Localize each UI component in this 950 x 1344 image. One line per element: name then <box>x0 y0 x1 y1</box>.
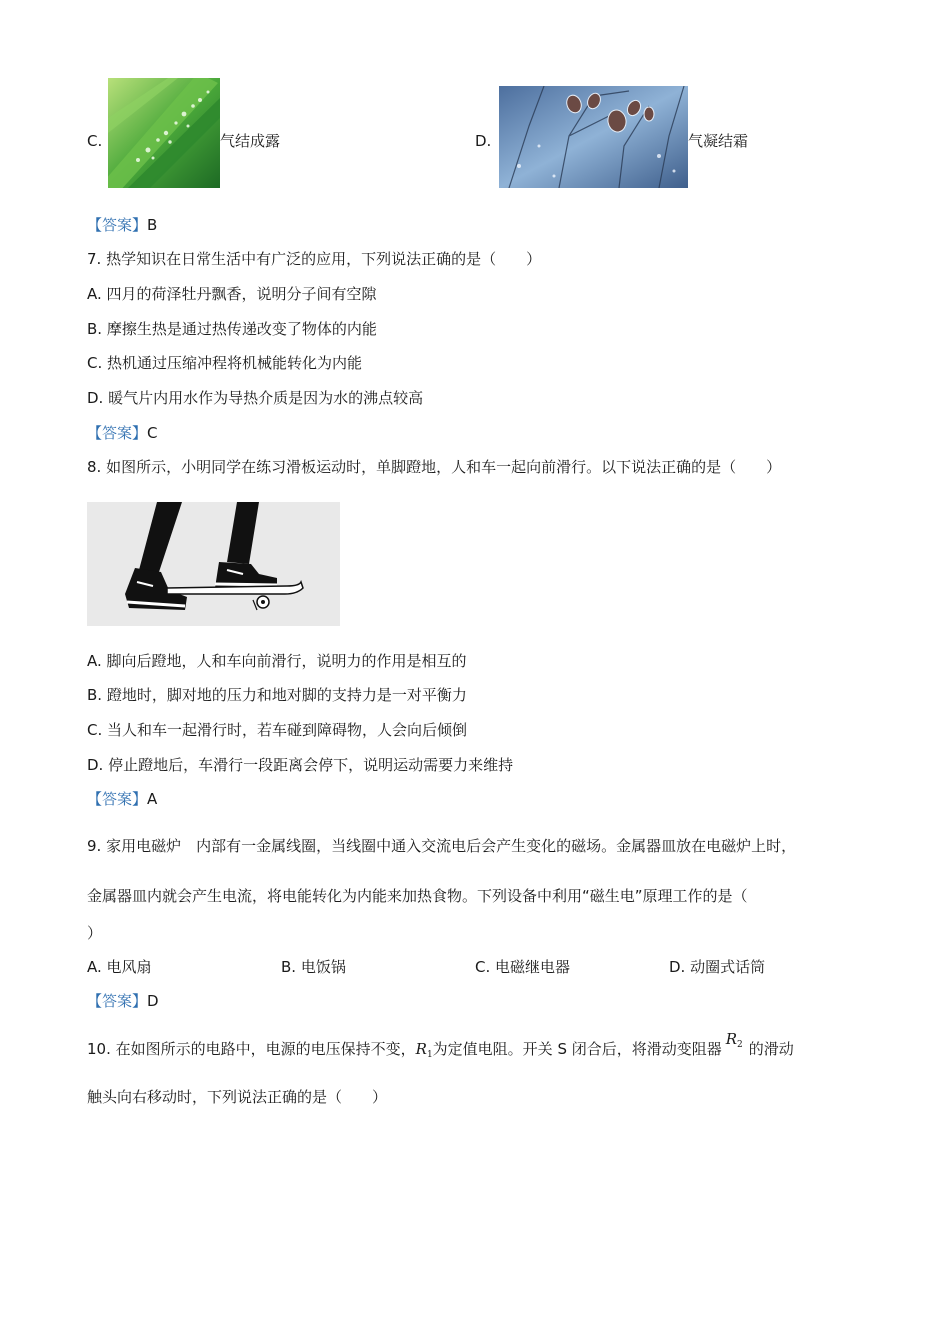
question-10-stem-line2: 触头向右移动时，下列说法正确的是（ ） <box>87 1088 388 1106</box>
answer-value: D <box>147 992 159 1010</box>
question-10-text-part2: 为定值电阻。开关 S 闭合后，将滑动变阻器 <box>432 1040 722 1058</box>
frost-on-leaves-image <box>499 86 688 188</box>
r2-symbol: $R_2$ <box>725 1030 743 1050</box>
option-d-label: D. <box>475 132 492 150</box>
question-7-option-b: B. 摩擦生热是通过热传递改变了物体的内能 <box>87 320 377 338</box>
question-10-stem-line1 <box>87 1030 794 1065</box>
question-9-stem-line3: ） <box>87 924 103 942</box>
answer-tag: 【答案】 <box>87 424 148 442</box>
question-8-option-c: C. 当人和车一起滑行时，若车碰到障碍物，人会向后倾倒 <box>87 721 468 739</box>
option-d-text: 气凝结霜 <box>688 132 749 150</box>
dew-on-grass-image <box>108 78 220 188</box>
r1-symbol: $R_1$ <box>415 1040 433 1060</box>
answer-q6 <box>87 215 157 235</box>
question-9-option-d: D. 动圈式话筒 <box>669 958 766 976</box>
question-9-option-c: C. 电磁继电器 <box>475 958 571 976</box>
question-9-stem-line1: 9. 家用电磁炉 内部有一金属线圈，当线圈中通入交流电后会产生变化的磁场。金属器皿放在电磁炉上时， <box>87 837 797 855</box>
answer-value: B <box>147 216 158 234</box>
skateboard-figure <box>87 502 340 626</box>
question-7-option-a: A. 四月的荷泽牡丹飘香，说明分子间有空隙 <box>87 285 377 303</box>
question-7-option-c: C. 热机通过压缩冲程将机械能转化为内能 <box>87 354 363 372</box>
answer-q7 <box>87 423 158 443</box>
answer-value: A <box>147 790 158 808</box>
answer-tag: 【答案】 <box>87 216 148 234</box>
question-10-text-part3: 的滑动 <box>748 1040 794 1058</box>
option-c-label: C. <box>87 132 103 150</box>
answer-q9 <box>87 991 159 1011</box>
question-8-option-a: A. 脚向后蹬地，人和车向前滑行，说明力的作用是相互的 <box>87 652 467 670</box>
question-10-text-part1: 10. 在如图所示的电路中，电源的电压保持不变， <box>87 1040 416 1058</box>
question-9-option-a: A. 电风扇 <box>87 958 152 976</box>
question-9-stem-line2: 金属器皿内就会产生电流，将电能转化为内能来加热食物。下列设备中利用“磁生电”原理工作的是（ <box>87 887 748 905</box>
question-8-option-b: B. 蹬地时，脚对地的压力和地对脚的支持力是一对平衡力 <box>87 686 467 704</box>
question-9-option-b: B. 电饭锅 <box>281 958 346 976</box>
answer-tag: 【答案】 <box>87 790 148 808</box>
question-8-option-d: D. 停止蹬地后，车滑行一段距离会停下，说明运动需要力来维持 <box>87 756 514 774</box>
answer-tag: 【答案】 <box>87 992 148 1010</box>
question-7-stem: 7. 热学知识在日常生活中有广泛的应用，下列说法正确的是（ ） <box>87 250 542 268</box>
answer-value: C <box>147 424 158 442</box>
answer-q8 <box>87 789 157 809</box>
option-c-text: 气结成露 <box>220 132 281 150</box>
question-8-stem: 8. 如图所示，小明同学在练习滑板运动时，单脚蹬地，人和车一起向前滑行。以下说法正确的是（ ） <box>87 458 782 476</box>
question-7-option-d: D. 暖气片内用水作为导热介质是因为水的沸点较高 <box>87 389 424 407</box>
